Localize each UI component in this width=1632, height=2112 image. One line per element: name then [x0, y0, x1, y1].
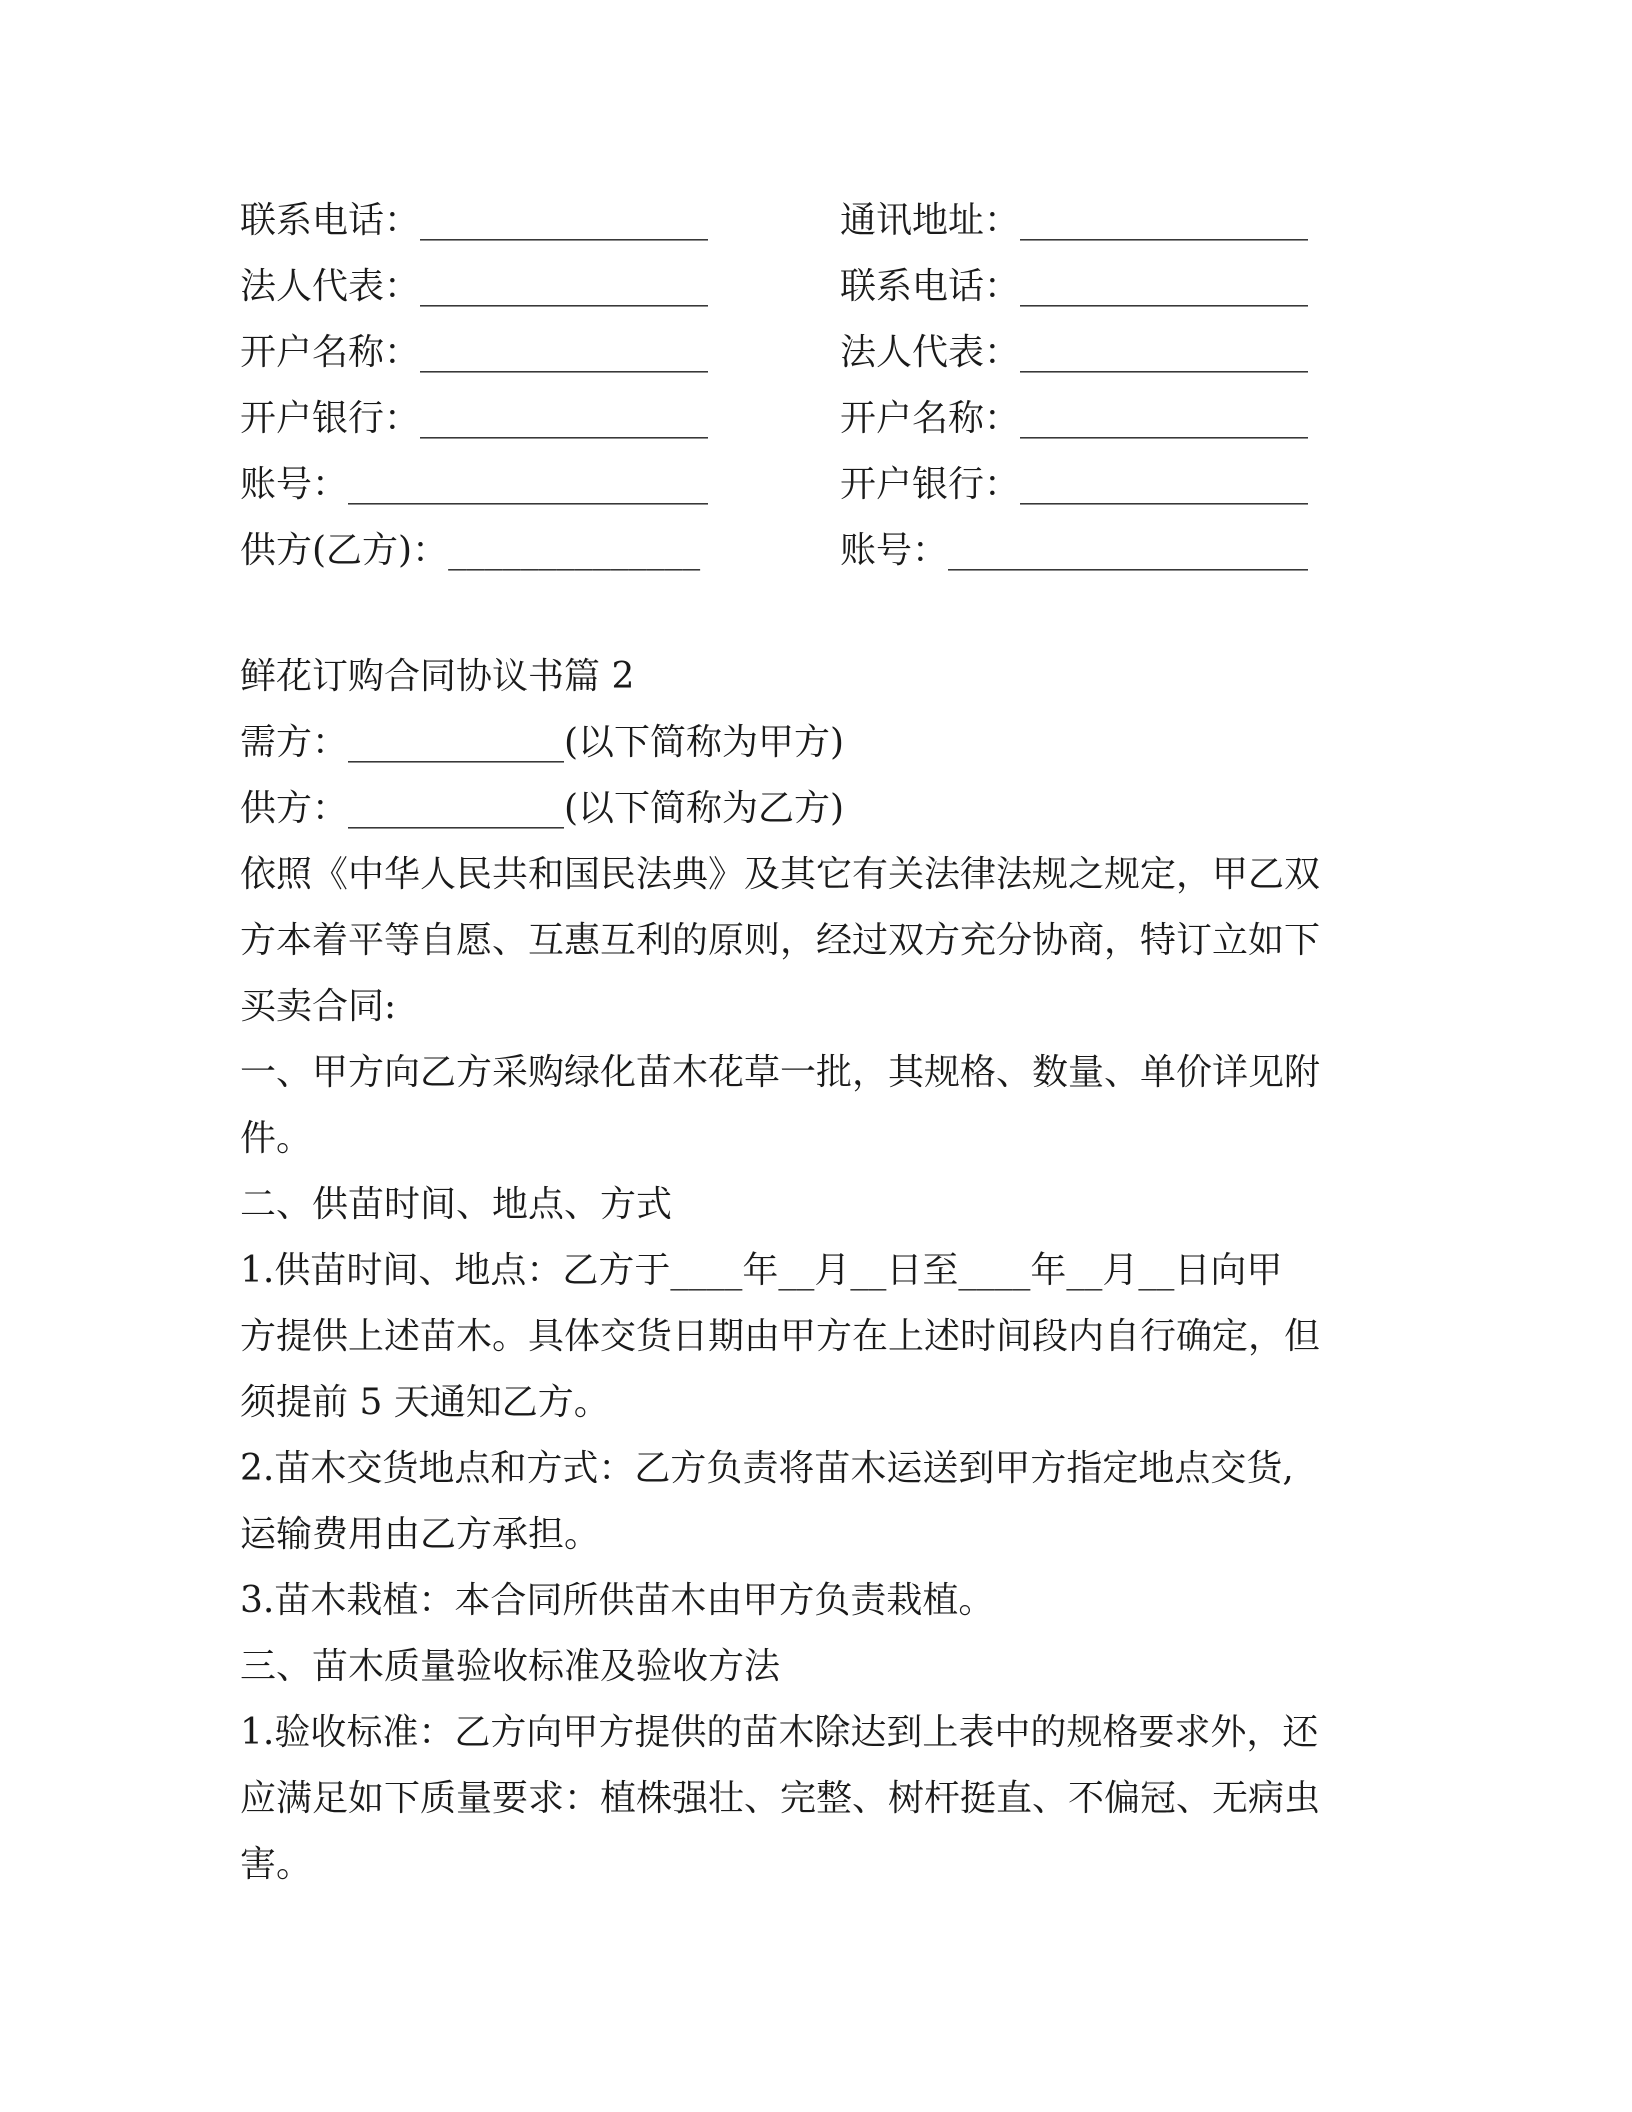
- text-line: 1.供苗时间、地点：乙方于____年__月__日至____年__月__日向甲: [240, 1250, 1283, 1291]
- field-right: 账号：____________________: [840, 529, 1309, 571]
- section-heading: 二、供苗时间、地点、方式: [240, 1184, 673, 1225]
- field-left: 法人代表：________________: [240, 265, 709, 307]
- text-line: 运输费用由乙方承担。: [240, 1514, 601, 1555]
- text-line: 害。: [240, 1844, 313, 1885]
- text-line: 买卖合同:: [240, 986, 397, 1027]
- text-line: 1.验收标准：乙方向甲方提供的苗木除达到上表中的规格要求外，还: [240, 1712, 1319, 1753]
- field-left: 开户名称：________________: [240, 331, 709, 373]
- text-line: 2.苗木交货地点和方式：乙方负责将苗木运送到甲方指定地点交货,: [240, 1448, 1294, 1489]
- text-line: 3.苗木栽植：本合同所供苗木由甲方负责栽植。: [240, 1580, 995, 1621]
- field-left: 账号：____________________: [240, 463, 709, 505]
- party-info-fields: [240, 184, 1380, 580]
- text-line: 依照《中华人民共和国民法典》及其它有关法律法规之规定，甲乙双: [240, 854, 1321, 895]
- field-row: [240, 316, 1380, 382]
- text-line: 方提供上述苗木。具体交货日期由甲方在上述时间段内自行确定，但: [240, 1316, 1321, 1357]
- field-row: [240, 382, 1380, 448]
- field-row: [240, 514, 1380, 580]
- field-row: [240, 184, 1380, 250]
- text-line: 方本着平等自愿、互惠互利的原则，经过双方充分协商，特订立如下: [240, 920, 1321, 961]
- field-right: 开户名称：________________: [840, 397, 1309, 439]
- field-row: [240, 448, 1380, 514]
- field-right: 开户银行：________________: [840, 463, 1309, 505]
- field-right: 法人代表：________________: [840, 331, 1309, 373]
- field-left: 联系电话：________________: [240, 199, 709, 241]
- text-line: 件。: [240, 1118, 313, 1159]
- field-right: 通讯地址：________________: [840, 199, 1309, 241]
- text-line: 供方：____________(以下简称为乙方): [240, 788, 845, 829]
- text-line: 需方：____________(以下简称为甲方): [240, 722, 845, 763]
- field-right: 联系电话：________________: [840, 265, 1309, 307]
- text-line: 一、甲方向乙方采购绿化苗木花草一批，其规格、数量、单价详见附: [240, 1052, 1321, 1093]
- field-left: 供方(乙方)：______________: [240, 529, 701, 571]
- field-left: 开户银行：________________: [240, 397, 709, 439]
- text-line: 应满足如下质量要求：植株强壮、完整、树杆挺直、不偏冠、无病虫: [240, 1778, 1321, 1819]
- section-title: 鲜花订购合同协议书篇 2: [240, 656, 635, 697]
- section-heading: 三、苗木质量验收标准及验收方法: [240, 1646, 781, 1687]
- field-row: [240, 250, 1380, 316]
- text-line: 须提前 5 天通知乙方。: [240, 1382, 610, 1423]
- contract-body: [240, 644, 1400, 1898]
